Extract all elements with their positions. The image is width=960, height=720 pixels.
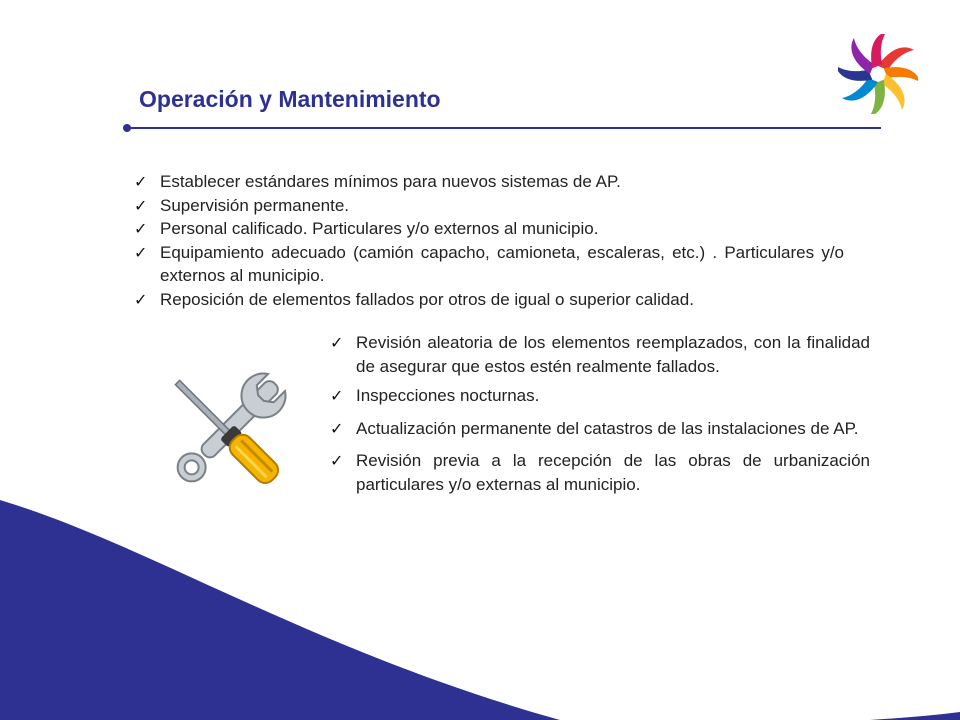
secondary-checklist	[330, 331, 870, 505]
checkmark-icon: ✓	[330, 386, 344, 405]
list-item: ✓ Inspecciones nocturnas.	[330, 384, 870, 408]
pinwheel-logo	[838, 34, 918, 114]
checkmark-icon: ✓	[134, 219, 148, 238]
wave-right	[870, 712, 960, 720]
wrench-screwdriver-icon	[155, 360, 300, 505]
checkmark-icon: ✓	[330, 333, 344, 352]
checkmark-icon: ✓	[134, 242, 148, 262]
checkmark-icon: ✓	[330, 451, 344, 470]
list-item: ✓ Establecer estándares mínimos para nuevos sistemas de AP.	[134, 170, 844, 194]
checkmark-icon: ✓	[134, 172, 148, 191]
title-underline	[126, 127, 881, 129]
checkmark-icon: ✓	[134, 289, 148, 309]
list-item: ✓ Revisión aleatoria de los elementos reemplazados, con la finalidad de asegurar que estos estén realmente fallados.	[330, 333, 870, 376]
list-item: ✓ Revisión previa a la recepción de las obras de urbanización particulares y/o externas al municipio.	[330, 451, 870, 494]
wave-dark	[0, 500, 560, 720]
primary-checklist	[134, 170, 844, 311]
list-item: ✓ Actualización permanente del catastros de las instalaciones de AP.	[330, 417, 870, 441]
list-item: ✓ Equipamiento adecuado (camión capacho, camioneta, escaleras, etc.) . Particulares y/o externos al municipio.	[134, 242, 844, 285]
title-underline-dot	[123, 124, 131, 132]
checkmark-icon: ✓	[134, 195, 148, 215]
checkmark-icon: ✓	[330, 418, 344, 438]
list-item: ✓ Reposición de elementos fallados por otros de igual o superior calidad.	[134, 288, 844, 312]
page-title: Operación y Mantenimiento	[139, 86, 441, 112]
list-item: ✓ Supervisión permanente.	[134, 194, 844, 218]
list-item: ✓ Personal calificado. Particulares y/o externos al municipio.	[134, 217, 844, 241]
